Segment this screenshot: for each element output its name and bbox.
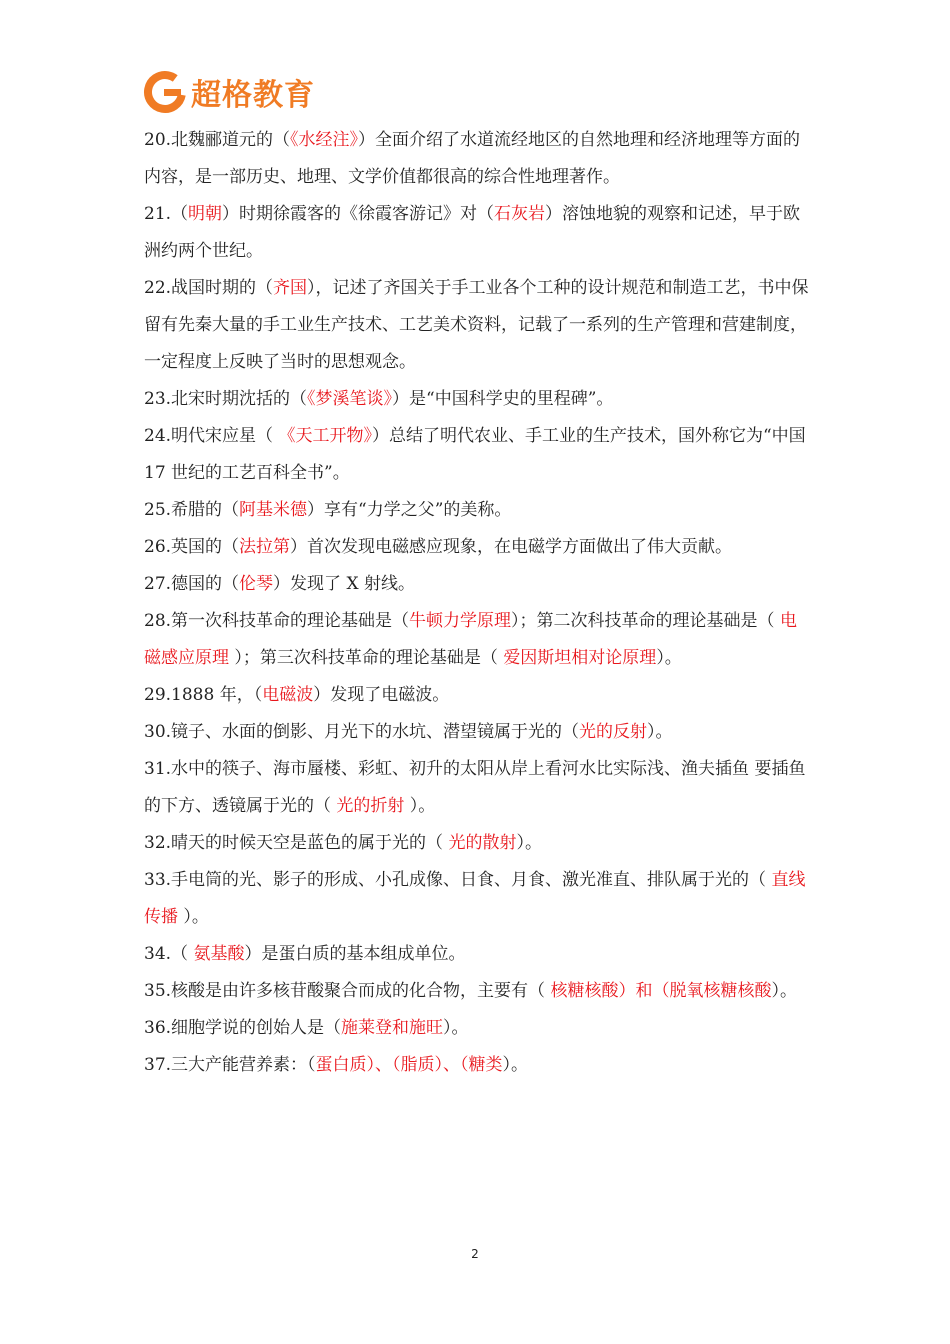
answer-text: 《水经注》 (290, 130, 359, 150)
list-item (144, 677, 809, 714)
question-text: ）是“中国科学史的里程碑”。 (392, 389, 614, 409)
answer-text: 伦琴 (239, 574, 274, 594)
answer-text: 电磁波 (262, 685, 314, 705)
answer-text: 牛顿力学原理 (409, 611, 512, 631)
question-text: 29.1888 年，（ (144, 685, 263, 705)
question-text: 27.德国的（ (144, 574, 240, 594)
list-item (144, 566, 809, 603)
answer-text: 电磁感应原理 (144, 611, 797, 668)
question-text: ）享有“力学之父”的美称。 (307, 500, 512, 520)
question-text: ）是蛋白质的基本组成单位。 (244, 944, 466, 964)
logo-g-icon (143, 70, 187, 114)
answer-text: 光的散射 (448, 833, 517, 853)
question-text: 20.北魏郦道元的（ (144, 130, 291, 150)
question-text: ）。 (443, 1018, 469, 1038)
answer-text: 施莱登和施旺 (341, 1018, 444, 1038)
list-item (144, 1047, 809, 1084)
list-item (144, 529, 809, 566)
question-text: ）全面介绍了水道流经地区的自然地理和经济地理等方面的内容，是一部历史、地理、文学价值都很高的综合性地理著作。 (144, 130, 801, 187)
page-number: 2 (471, 1247, 479, 1261)
document-body (144, 122, 812, 1084)
answer-text: 爱因斯坦相对论原理 (503, 648, 657, 668)
question-text: ）；第三次科技革命的理论基础是（ (229, 648, 504, 668)
question-text: 36.细胞学说的创始人是（ (144, 1018, 342, 1038)
question-text: ）时期徐霞客的《徐霞客游记》对（ (222, 204, 495, 224)
question-text: ）。 (178, 907, 209, 927)
list-item (144, 751, 809, 825)
question-text: 35.核酸是由许多核苷酸聚合而成的化合物，主要有（ (144, 981, 551, 1001)
question-text: ）；第二次科技革命的理论基础是（ (511, 611, 780, 631)
question-text: 22.战国时期的（ (144, 278, 274, 298)
question-text: 34.（ (144, 944, 194, 964)
question-text: 26.英国的（ (144, 537, 240, 557)
question-text: ）发现了电磁波。 (313, 685, 450, 705)
question-text: ）。 (647, 722, 673, 742)
answer-text: 《梦溪笔谈》 (307, 389, 393, 409)
question-text: 25.希腊的（ (144, 500, 240, 520)
answer-text: 直线传播 (144, 870, 806, 927)
answer-text: 氨基酸 (193, 944, 245, 964)
list-item (144, 1010, 809, 1047)
list-item (144, 603, 809, 677)
list-item (144, 825, 809, 862)
answer-text: 蛋白质）、（脂质）、（糖类 (315, 1055, 503, 1075)
answer-text: 《天工开物》 (278, 426, 372, 446)
question-text: 33.手电筒的光、影子的形成、小孔成像、日食、月食、激光准直、排队属于光的（ (144, 870, 772, 890)
list-item (144, 714, 809, 751)
question-text: 30.镜子、水面的倒影、月光下的水坑、潜望镜属于光的（ (144, 722, 580, 742)
question-text: 28.第一次科技革命的理论基础是（ (144, 611, 410, 631)
answer-text: 核糖核酸）和（脱氧核糖核酸 (550, 981, 772, 1001)
answer-text: 阿基米德 (239, 500, 308, 520)
list-item (144, 122, 809, 196)
question-text: ）总结了明代农业、手工业的生产技术，国外称它为“中国 17 世纪的工艺百科全书”。 (144, 426, 812, 483)
answer-text: 齐国 (273, 278, 308, 298)
question-text: 21.（ (144, 204, 189, 224)
question-text: ）。 (771, 981, 797, 1001)
list-item (144, 936, 809, 973)
question-text: 32.晴天的时候天空是蓝色的属于光的（ (144, 833, 449, 853)
list-item (144, 862, 809, 936)
question-text: ）溶蚀地貌的观察和记述，早于欧洲约两个世纪。 (144, 204, 801, 261)
list-item (144, 492, 809, 529)
question-text: ）。 (502, 1055, 529, 1075)
list-item (144, 270, 809, 381)
question-text: ）。 (656, 648, 682, 668)
answer-text: 石灰岩 (494, 204, 546, 224)
question-text: 24.明代宋应星（ (144, 426, 279, 446)
list-item (144, 973, 809, 1010)
question-text: 31.水中的筷子、海市蜃楼、彩虹、初升的太阳从岸上看河水比实际浅、渔夫插鱼 要插鱼的下方、透镜属于光的（ (144, 759, 806, 816)
brand-name: 超格教育 (191, 78, 315, 113)
question-text: 37.三大产能营养素：（ (144, 1055, 316, 1075)
answer-text: 法拉第 (239, 537, 291, 557)
question-text: ）。 (404, 796, 436, 816)
question-text: ）发现了 X 射线。 (273, 574, 415, 594)
answer-text: 光的折射 (336, 796, 405, 816)
brand-logo (143, 70, 315, 114)
list-item (144, 418, 812, 492)
question-text: ），记述了齐国关于手工业各个工种的设计规范和制造工艺，书中保留有先秦大量的手工业生产技术、工艺美术资料，记载了一系列的生产管理和营建制度，一定程度上反映了当时的思想观念。 (144, 278, 809, 372)
answer-text: 光的反射 (579, 722, 648, 742)
question-text: ）首次发现电磁感应现象，在电磁学方面做出了伟大贡献。 (290, 537, 733, 557)
question-text: 23.北宋时期沈括的（ (144, 389, 308, 409)
list-item (144, 196, 809, 270)
answer-text: 明朝 (188, 204, 223, 224)
list-item (144, 381, 809, 418)
question-text: ）。 (516, 833, 542, 853)
